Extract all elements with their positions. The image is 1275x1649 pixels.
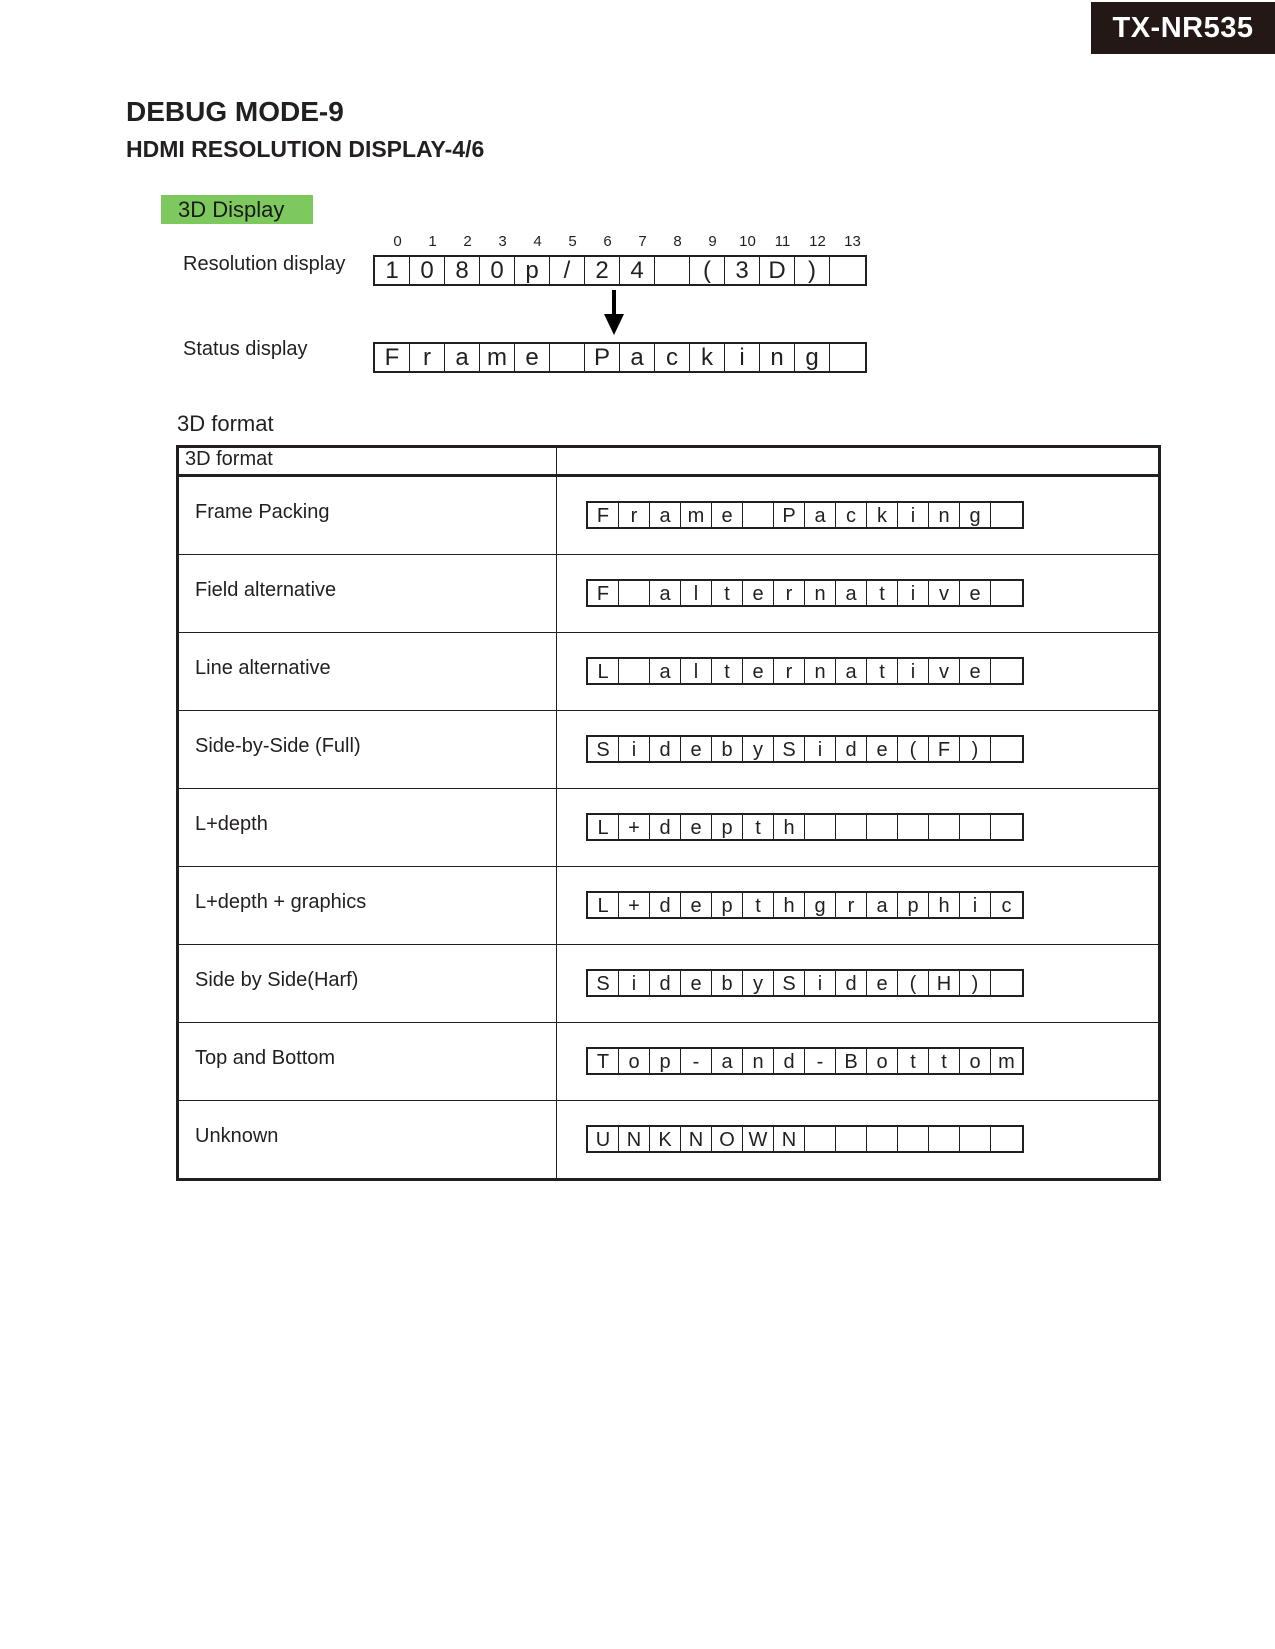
index-label: 8 (673, 233, 682, 250)
format-name-cell (178, 633, 557, 711)
char-cell (929, 1127, 960, 1151)
char-cell: - (805, 1049, 836, 1073)
char-cell: i (805, 971, 836, 995)
char-cell: t (712, 659, 743, 683)
table-header-display (557, 447, 1160, 476)
char-cell (836, 815, 867, 839)
char-cell: e (681, 971, 712, 995)
page-title: DEBUG MODE-9 (126, 96, 344, 127)
char-cell: v (929, 581, 960, 605)
char-cell: n (743, 1049, 774, 1073)
char-cell: p (650, 1049, 681, 1073)
char-cell: i (898, 659, 929, 683)
char-cell: m (480, 344, 515, 371)
format-display-cell (557, 1101, 1160, 1180)
table-header-row (178, 447, 1160, 476)
char-cell: y (743, 737, 774, 761)
char-cell: p (515, 257, 550, 284)
char-cell: r (774, 659, 805, 683)
char-cell: L (588, 893, 619, 917)
char-cell (836, 1127, 867, 1151)
char-cell: v (929, 659, 960, 683)
format-name: L+depth + graphics (195, 891, 367, 913)
char-cell: c (1001, 895, 1012, 917)
char-cell (960, 815, 991, 839)
char-cell: ( (898, 737, 929, 761)
char-cell (867, 1127, 898, 1151)
char-cell (991, 737, 1022, 761)
char-cell: a (650, 503, 681, 527)
status-display-label: Status display (183, 338, 308, 360)
char-cell (898, 815, 929, 839)
char-cell: t (712, 581, 743, 605)
char-cell: a (445, 344, 480, 371)
model-badge: TX-NR535 (1091, 2, 1275, 54)
char-cell: a (836, 581, 867, 605)
char-cell: i (619, 971, 650, 995)
table-row (178, 1101, 1160, 1180)
table-row (178, 555, 1160, 633)
table-row (178, 711, 1160, 789)
format-name-cell (178, 1023, 557, 1101)
char-cell: 4 (620, 257, 655, 284)
char-cell: ) (960, 971, 991, 995)
char-cell: ( (690, 257, 725, 284)
char-cell: a (712, 1049, 743, 1073)
index-label: 3 (498, 233, 507, 250)
char-cell (960, 1127, 991, 1151)
char-cell: n (805, 581, 836, 605)
char-cell: 3 (725, 257, 760, 284)
char-cell: n (929, 503, 960, 527)
char-cell: a (620, 344, 655, 371)
index-label: 6 (603, 233, 612, 250)
char-cell: ( (898, 971, 929, 995)
char-cell: d (836, 737, 867, 761)
char-cell: e (712, 503, 743, 527)
format-name-cell (178, 555, 557, 633)
status-display-cells (373, 342, 867, 373)
char-cell: r (619, 503, 650, 527)
char-cell: P (774, 503, 805, 527)
char-cell (991, 1127, 1022, 1151)
character-index-row (380, 233, 870, 250)
char-cell: + (619, 815, 650, 839)
char-cell: t (743, 815, 774, 839)
format-display-cells (586, 1125, 1024, 1153)
char-cell: n (760, 344, 795, 371)
table-row (178, 1023, 1160, 1101)
format-display-cells (586, 1047, 1024, 1075)
format-display-cell (557, 867, 1160, 945)
char-cell: L (588, 659, 619, 683)
char-cell: S (774, 971, 805, 995)
index-label: 0 (393, 233, 402, 250)
format-name-cell (178, 1101, 557, 1180)
char-cell: p (712, 893, 743, 917)
char-cell: b (712, 737, 743, 761)
format-name-cell (178, 711, 557, 789)
char-cell: o (619, 1049, 650, 1073)
page-subtitle: HDMI RESOLUTION DISPLAY-4/6 (126, 136, 485, 162)
table-header-format: 3D format (178, 447, 557, 476)
char-cell: L (588, 815, 619, 839)
char-cell: e (515, 344, 550, 371)
char-cell: d (650, 971, 681, 995)
char-cell: c (655, 344, 690, 371)
format-display-cell (557, 711, 1160, 789)
format-name: Field alternative (195, 579, 337, 601)
char-cell: i (805, 737, 836, 761)
char-cell: a (650, 659, 681, 683)
char-cell (991, 815, 1022, 839)
char-cell: r (774, 581, 805, 605)
char-cell: T (588, 1049, 619, 1073)
char-cell: ) (960, 737, 991, 761)
char-cell: h (929, 893, 960, 917)
char-cell: K (650, 1127, 681, 1151)
char-cell: N (681, 1127, 712, 1151)
format-name: L+depth (195, 813, 268, 835)
table-row (178, 633, 1160, 711)
char-cell: e (867, 737, 898, 761)
char-cell: 0 (410, 257, 445, 284)
format-display-cells (586, 891, 1024, 919)
char-cell (655, 257, 690, 284)
format-display-cells (586, 501, 1024, 529)
char-cell (830, 257, 865, 284)
char-cell: e (681, 893, 712, 917)
char-cell: F (588, 581, 619, 605)
char-cell: d (650, 737, 681, 761)
char-cell: O (712, 1127, 743, 1151)
char-cell: d (836, 971, 867, 995)
index-label: 12 (809, 233, 826, 250)
char-cell: F (375, 344, 410, 371)
char-cell: r (410, 344, 445, 371)
format-name-cell (178, 867, 557, 945)
format-name: Side by Side(Harf) (195, 969, 359, 991)
char-cell (619, 659, 650, 683)
char-cell (991, 659, 1022, 683)
char-cell: F (588, 503, 619, 527)
char-cell (550, 344, 585, 371)
char-cell: g (795, 344, 830, 371)
resolution-display-cells (373, 255, 867, 286)
resolution-display-label: Resolution display (183, 253, 346, 275)
table-row (178, 476, 1160, 555)
char-cell: d (774, 1049, 805, 1073)
char-cell (619, 581, 650, 605)
char-cell: l (681, 581, 712, 605)
char-cell: F (929, 737, 960, 761)
char-cell: c (836, 503, 867, 527)
format-name: Unknown (195, 1125, 279, 1147)
char-cell: t (898, 1049, 929, 1073)
char-cell (898, 1127, 929, 1151)
char-cell: i (619, 737, 650, 761)
char-cell: i (960, 893, 991, 917)
char-cell: P (585, 344, 620, 371)
table-row (178, 945, 1160, 1023)
char-cell: + (619, 893, 650, 917)
char-cell: i (898, 503, 929, 527)
char-cell: h (774, 893, 805, 917)
char-cell (830, 344, 865, 371)
char-cell: / (550, 257, 585, 284)
format-display-cell (557, 945, 1160, 1023)
index-label: 4 (533, 233, 542, 250)
format-name: Frame Packing (195, 501, 330, 523)
index-label: 5 (568, 233, 577, 250)
format-name-cell (178, 945, 557, 1023)
index-label: 7 (638, 233, 647, 250)
char-cell: g (960, 503, 991, 527)
index-label: 1 (428, 233, 437, 250)
char-cell (991, 503, 1022, 527)
char-cell: 1 (375, 257, 410, 284)
char-cell: 2 (585, 257, 620, 284)
char-cell (991, 581, 1022, 605)
index-label: 13 (844, 233, 861, 250)
char-cell: r (836, 893, 867, 917)
char-cell: p (898, 893, 929, 917)
char-cell: t (743, 893, 774, 917)
char-cell: m (998, 1051, 1015, 1073)
char-cell: 8 (445, 257, 480, 284)
char-cell: i (725, 344, 760, 371)
char-cell: o (867, 1049, 898, 1073)
format-display-cell (557, 1023, 1160, 1101)
index-label: 11 (774, 233, 791, 250)
3d-format-heading: 3D format (177, 411, 274, 436)
format-display-cell (557, 555, 1160, 633)
char-cell: S (588, 971, 619, 995)
char-cell: h (774, 815, 805, 839)
down-arrow-icon (604, 290, 624, 336)
char-cell: t (867, 581, 898, 605)
char-cell: H (929, 971, 960, 995)
char-cell: k (690, 344, 725, 371)
char-cell: a (650, 581, 681, 605)
char-cell (743, 503, 774, 527)
format-display-cells (586, 735, 1024, 763)
char-cell: b (712, 971, 743, 995)
format-name: Top and Bottom (195, 1047, 336, 1069)
char-cell: S (588, 737, 619, 761)
char-cell: p (712, 815, 743, 839)
char-cell: W (743, 1127, 774, 1151)
format-name-cell (178, 789, 557, 867)
format-display-cells (586, 813, 1024, 841)
char-cell (929, 815, 960, 839)
char-cell: e (743, 581, 774, 605)
char-cell: a (805, 503, 836, 527)
char-cell: g (805, 893, 836, 917)
char-cell: S (774, 737, 805, 761)
char-cell: d (650, 815, 681, 839)
format-display-cells (586, 969, 1024, 997)
format-display-cells (586, 657, 1024, 685)
format-display-cells (586, 579, 1024, 607)
char-cell: - (681, 1049, 712, 1073)
char-cell (991, 971, 1022, 995)
char-cell: N (774, 1127, 805, 1151)
table-row (178, 867, 1160, 945)
format-name-cell (178, 476, 557, 555)
char-cell: e (960, 659, 991, 683)
char-cell: a (836, 659, 867, 683)
char-cell: N (619, 1127, 650, 1151)
format-display-cell (557, 789, 1160, 867)
format-display-cell (557, 476, 1160, 555)
char-cell: o (960, 1049, 991, 1073)
char-cell: ) (795, 257, 830, 284)
char-cell: y (743, 971, 774, 995)
format-name: Line alternative (195, 657, 331, 679)
index-label: 2 (463, 233, 472, 250)
char-cell: n (805, 659, 836, 683)
table-row (178, 789, 1160, 867)
char-cell: m (681, 503, 712, 527)
char-cell: e (681, 737, 712, 761)
char-cell: d (650, 893, 681, 917)
char-cell: i (898, 581, 929, 605)
format-display-cell (557, 633, 1160, 711)
char-cell (805, 815, 836, 839)
char-cell: e (743, 659, 774, 683)
section-label-3d-display: 3D Display (161, 195, 313, 224)
char-cell: D (760, 257, 795, 284)
char-cell: U (588, 1127, 619, 1151)
char-cell: 0 (480, 257, 515, 284)
char-cell: t (929, 1049, 960, 1073)
char-cell: t (867, 659, 898, 683)
char-cell: e (681, 815, 712, 839)
char-cell: l (681, 659, 712, 683)
char-cell (805, 1127, 836, 1151)
char-cell: k (867, 503, 898, 527)
3d-format-table (176, 445, 1161, 1181)
char-cell: e (960, 581, 991, 605)
index-label: 9 (708, 233, 717, 250)
char-cell: e (867, 971, 898, 995)
char-cell (867, 815, 898, 839)
index-label: 10 (739, 233, 756, 250)
format-name: Side-by-Side (Full) (195, 735, 361, 757)
char-cell: B (836, 1049, 867, 1073)
char-cell: a (867, 893, 898, 917)
